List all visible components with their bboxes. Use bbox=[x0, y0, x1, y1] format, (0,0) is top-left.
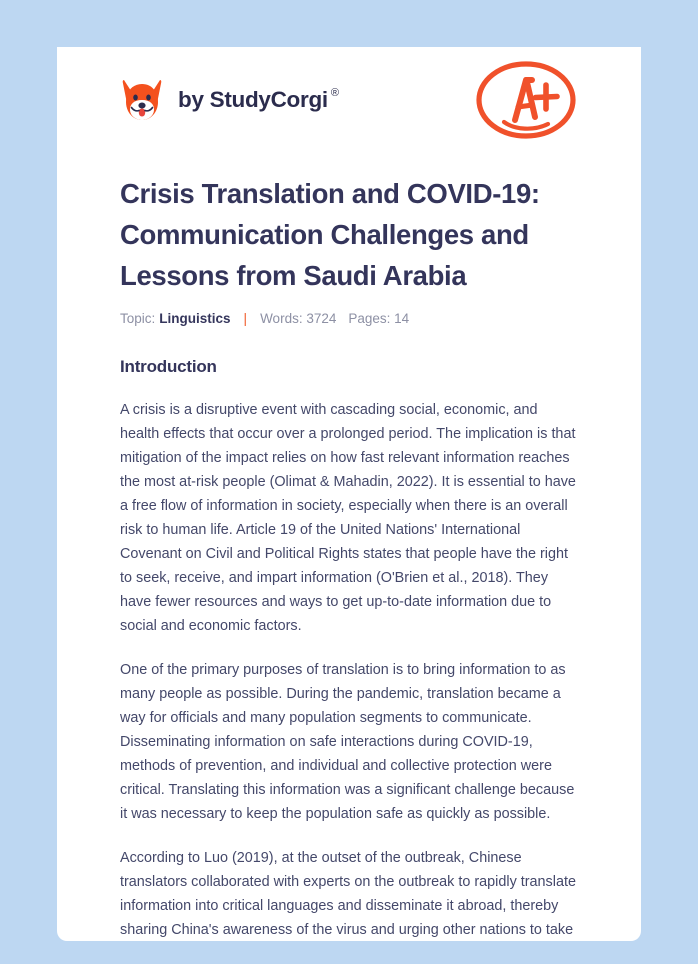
document-content bbox=[57, 47, 641, 941]
a-plus-grade-icon bbox=[474, 58, 578, 142]
brand-wordmark bbox=[178, 87, 339, 113]
section-heading-introduction: Introduction bbox=[120, 357, 217, 376]
corgi-head-icon bbox=[120, 77, 164, 123]
page-title: Crisis Translation and COVID-19: Communication Challenges and Lessons from Saudi Arabia bbox=[120, 178, 540, 291]
meta-separator: | bbox=[243, 311, 248, 326]
body-paragraph: A crisis is a disruptive event with cascading social, economic, and health effects that occur over a prolonged period. The implication is that mitigation of the impact relies on how fast relevant information reaches the most at-risk people (Olimat & Mahadin, 2022). It is essential to have a free flow of information in society, especially when there is an overall risk to human life. Article 19 of the United Nations' International Covenant on Civil and Political Rights states that people have the right to seek, receive, and impart information (O'Brien et al., 2018). They have fewer resources and ways to get up-to-date information due to social and economic factors. bbox=[120, 402, 576, 634]
brand-name-text: by StudyCorgi bbox=[178, 86, 328, 112]
topic-value-link[interactable]: Linguistics bbox=[159, 311, 231, 326]
words-count: Words: 3724 bbox=[260, 311, 337, 326]
document-sheet bbox=[57, 47, 641, 941]
body-paragraph: According to Luo (2019), at the outset of the outbreak, Chinese translators collaborated with experts on the outbreak to rapidly translate information into critical languages and disseminate it abroad, thereby sharing China's awareness of the virus and urging other nations to take bbox=[120, 850, 576, 938]
body-paragraph: One of the primary purposes of translation is to bring information to as many people as possible. During the pandemic, translation became a way for officials and many population segments to communicate. Disseminating information on safe interactions during COVID-19, methods of prevention, and individual and collective protection were critical. Translating this information was a significant challenge because it was necessary to keep the population safe as quickly as possible. bbox=[120, 662, 575, 822]
topic-label: Topic: bbox=[120, 311, 156, 326]
pages-count: Pages: 14 bbox=[348, 311, 410, 326]
document-header bbox=[120, 47, 578, 152]
document-meta bbox=[120, 311, 578, 326]
registered-trademark-icon: ® bbox=[330, 86, 339, 99]
studycorgi-brand[interactable] bbox=[120, 77, 339, 123]
